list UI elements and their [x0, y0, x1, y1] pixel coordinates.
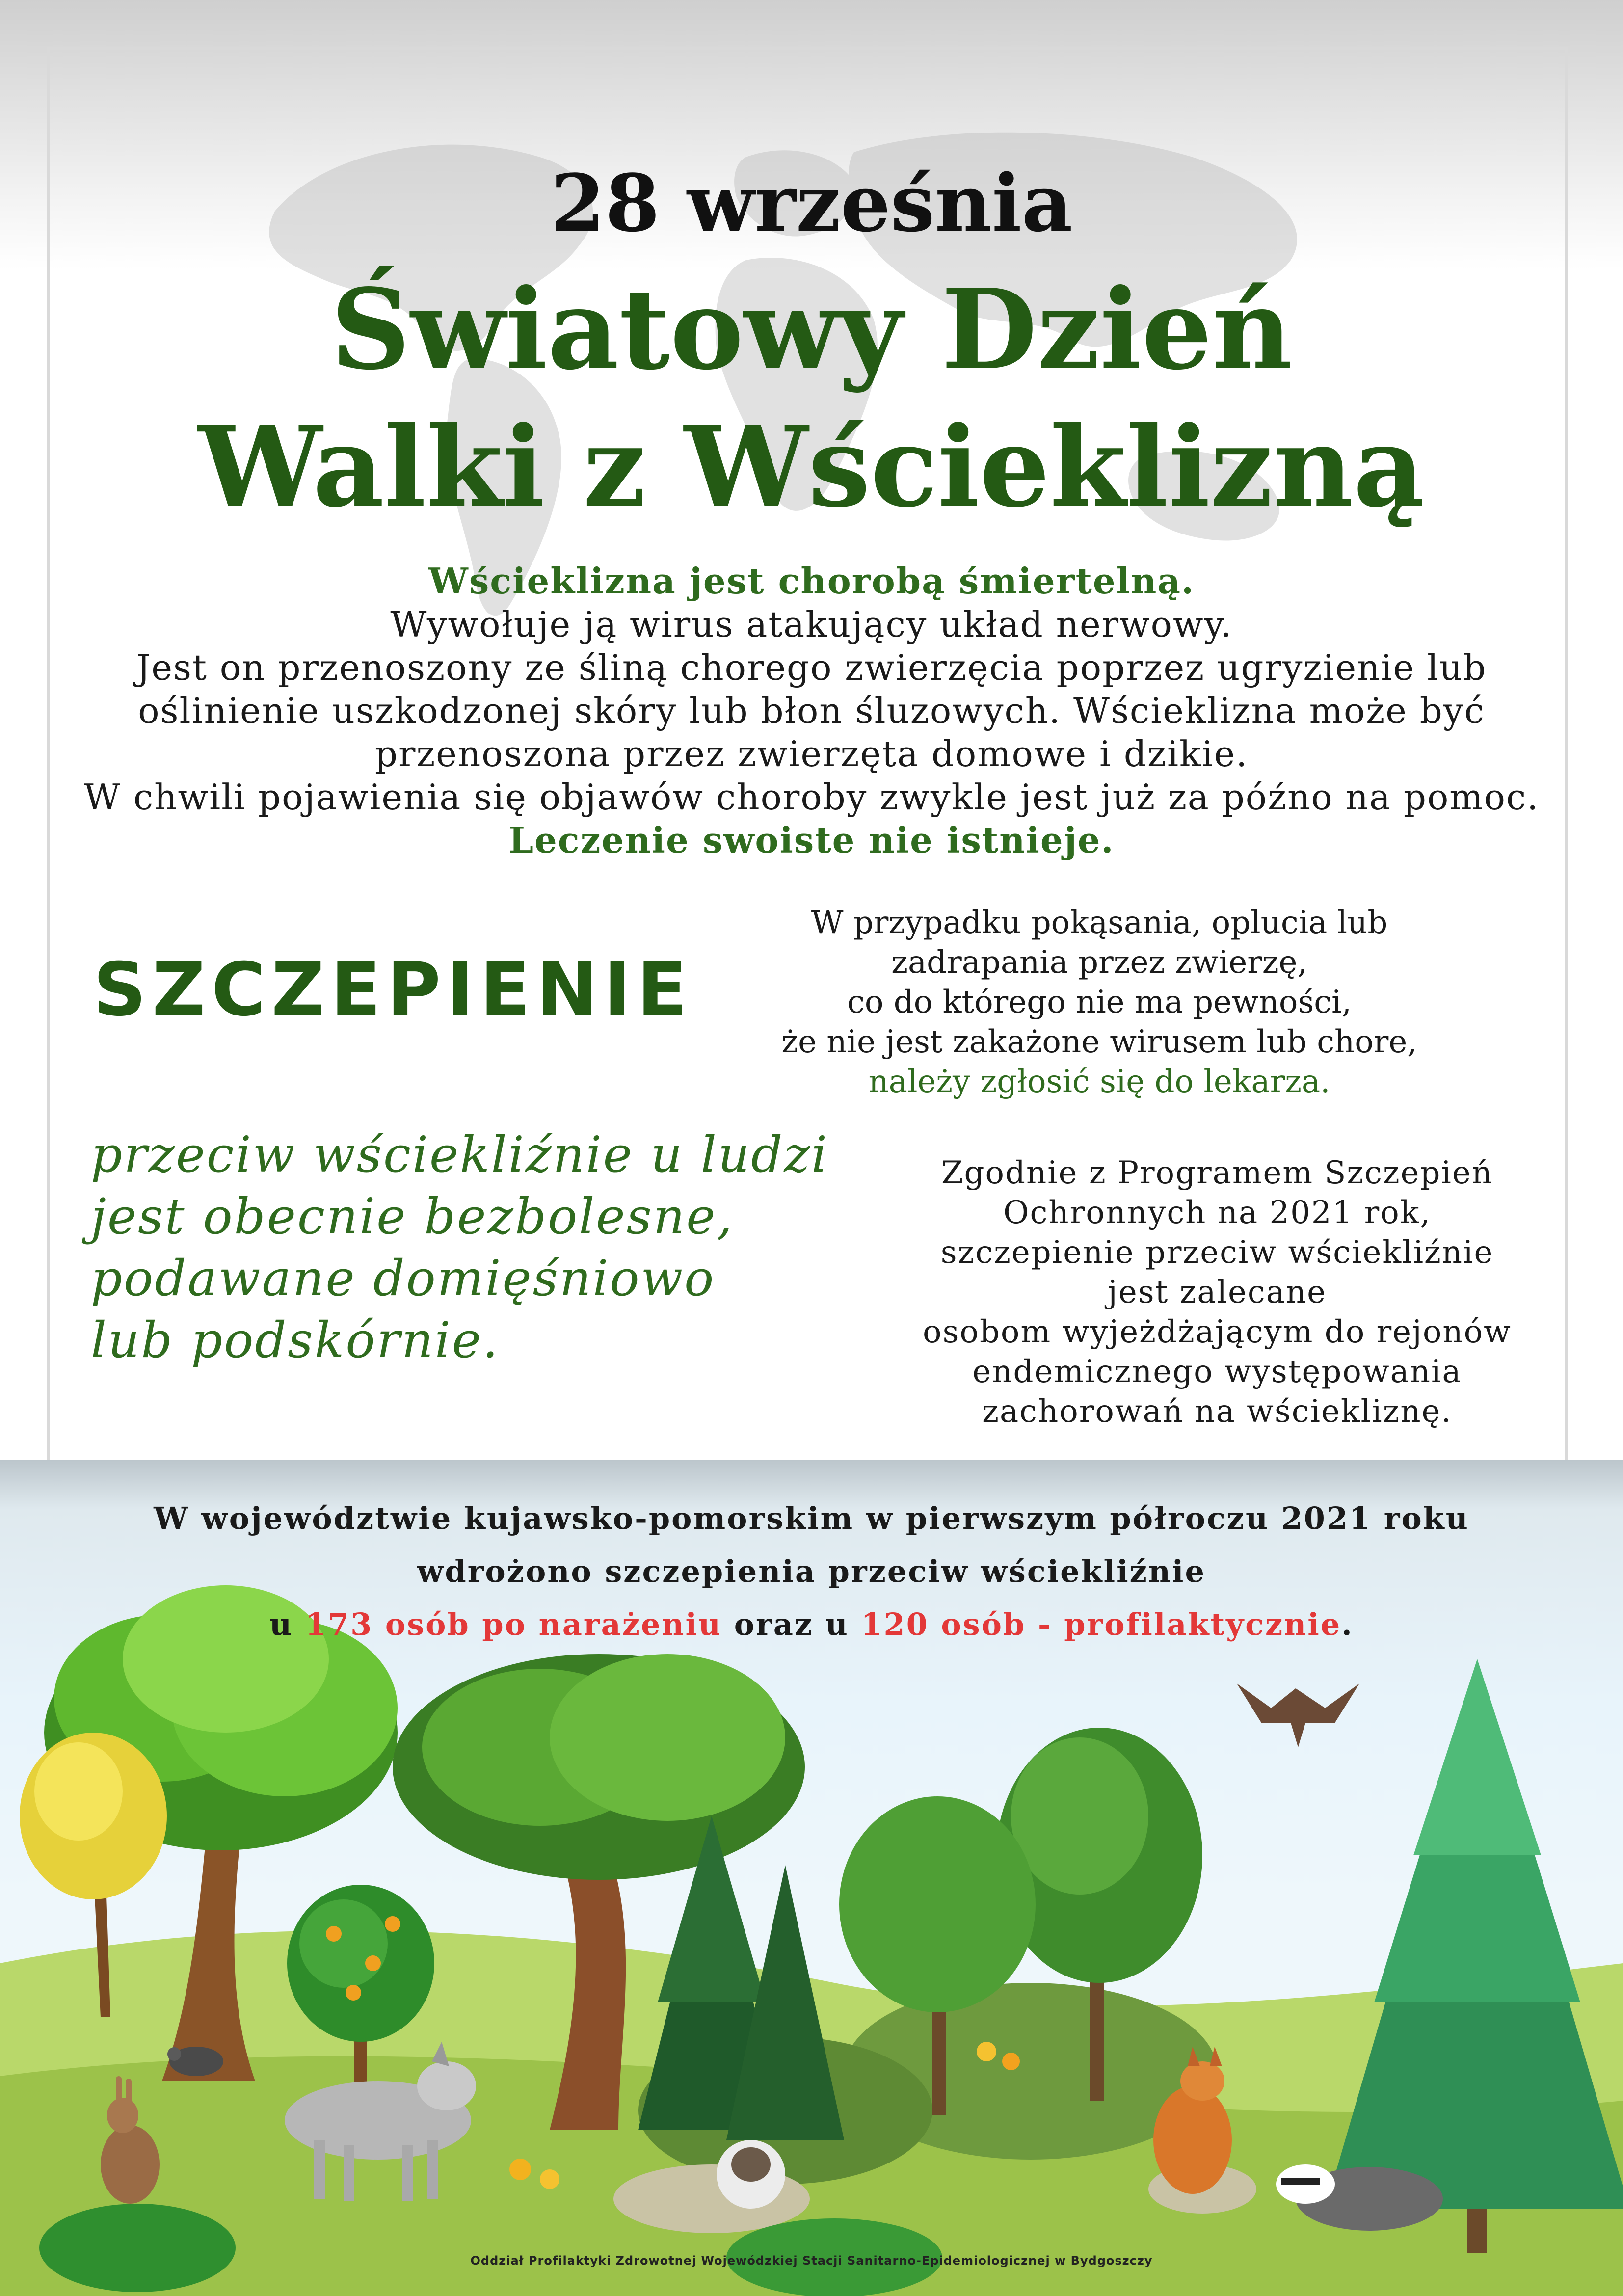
- program-line: Zgodnie z Programem Szczepień: [941, 1155, 1493, 1191]
- vaccination-line: podawane domięśniowo: [91, 1250, 716, 1307]
- program-line: jest zalecane: [1108, 1274, 1327, 1310]
- intro-line: Leczenie swoiste nie istnieje.: [508, 819, 1115, 861]
- intro-line: oślinienie uszkodzonej skóry lub błon śluzowych. Wścieklizna może być: [138, 690, 1485, 731]
- page-title-line-2: Walki z Wścieklizną: [198, 402, 1425, 532]
- prophylactic-count: 120 osób - profilaktycznie: [861, 1606, 1342, 1642]
- vaccination-line: przeciw wściekliźnie u ludzi: [91, 1126, 828, 1183]
- intro-line: W chwili pojawienia się objawów choroby zwykle jest już za późno na pomoc.: [83, 776, 1540, 818]
- intro-line: Wywołuje ją wirus atakujący układ nerwowy.: [390, 604, 1233, 645]
- intro-line: przenoszona przez zwierzęta domowe i dzikie.: [374, 733, 1249, 774]
- stats-text: oraz u: [722, 1606, 861, 1642]
- cat-icon: [717, 2140, 785, 2209]
- intro-line: Jest on przenoszony ze śliną chorego zwierzęcia poprzez ugryzienie lub: [136, 647, 1487, 688]
- bite-line: co do którego nie ma pewności,: [847, 984, 1352, 1020]
- vaccination-heading: SZCZEPIENIE: [93, 947, 693, 1033]
- forest-illustration: [0, 1561, 1623, 2296]
- vaccination-line: jest obecnie bezbolesne,: [91, 1188, 734, 1245]
- bush: [39, 2204, 236, 2292]
- post-exposure-count: 173 osób po narażeniu: [305, 1606, 722, 1642]
- bat-icon: [1237, 1683, 1359, 1747]
- stats-line: wdrożono szczepienia przeciw wściekliźnie: [417, 1553, 1206, 1589]
- intro-text: [0, 560, 1623, 862]
- program-line: Ochronnych na 2021 rok,: [1003, 1195, 1431, 1231]
- bite-line: że nie jest zakażone wirusem lub chore,: [781, 1024, 1417, 1060]
- tall-spruce-icon: [1325, 1659, 1623, 2253]
- intro-line: Wścieklizna jest chorobą śmiertelną.: [428, 560, 1195, 602]
- stats-line: [0, 1598, 1623, 1651]
- statistics-text: [0, 1492, 1623, 1651]
- vaccination-line: lub podskórnie.: [91, 1311, 500, 1369]
- event-date: 28 września: [550, 157, 1073, 249]
- bite-line: W przypadku pokąsania, oplucia lub: [811, 905, 1388, 941]
- bite-info: [746, 903, 1453, 1102]
- vaccination-description: [91, 1124, 828, 1371]
- stats-text: u: [269, 1606, 305, 1642]
- stats-line: W województwie kujawsko-pomorskim w pierwszym półroczu 2021 roku: [154, 1500, 1469, 1536]
- page-title-line-1: Światowy Dzień: [330, 265, 1293, 395]
- footer-credit: Oddział Profilaktyki Zdrowotnej Wojewódzkiej Stacji Sanitarno-Epidemiologicznej w Bydgoszczy: [470, 2254, 1153, 2268]
- program-info: [918, 1153, 1517, 1432]
- stats-text: .: [1341, 1606, 1354, 1642]
- bite-line: należy zgłosić się do lekarza.: [868, 1064, 1330, 1100]
- program-line: zachorowań na wściekliznę.: [982, 1393, 1452, 1430]
- program-line: szczepienie przeciw wściekliźnie: [940, 1234, 1494, 1271]
- program-line: endemicznego występowania: [972, 1354, 1462, 1390]
- program-line: osobom wyjeżdżającym do rejonów: [923, 1314, 1512, 1350]
- bite-line: zadrapania przez zwierzę,: [891, 944, 1307, 981]
